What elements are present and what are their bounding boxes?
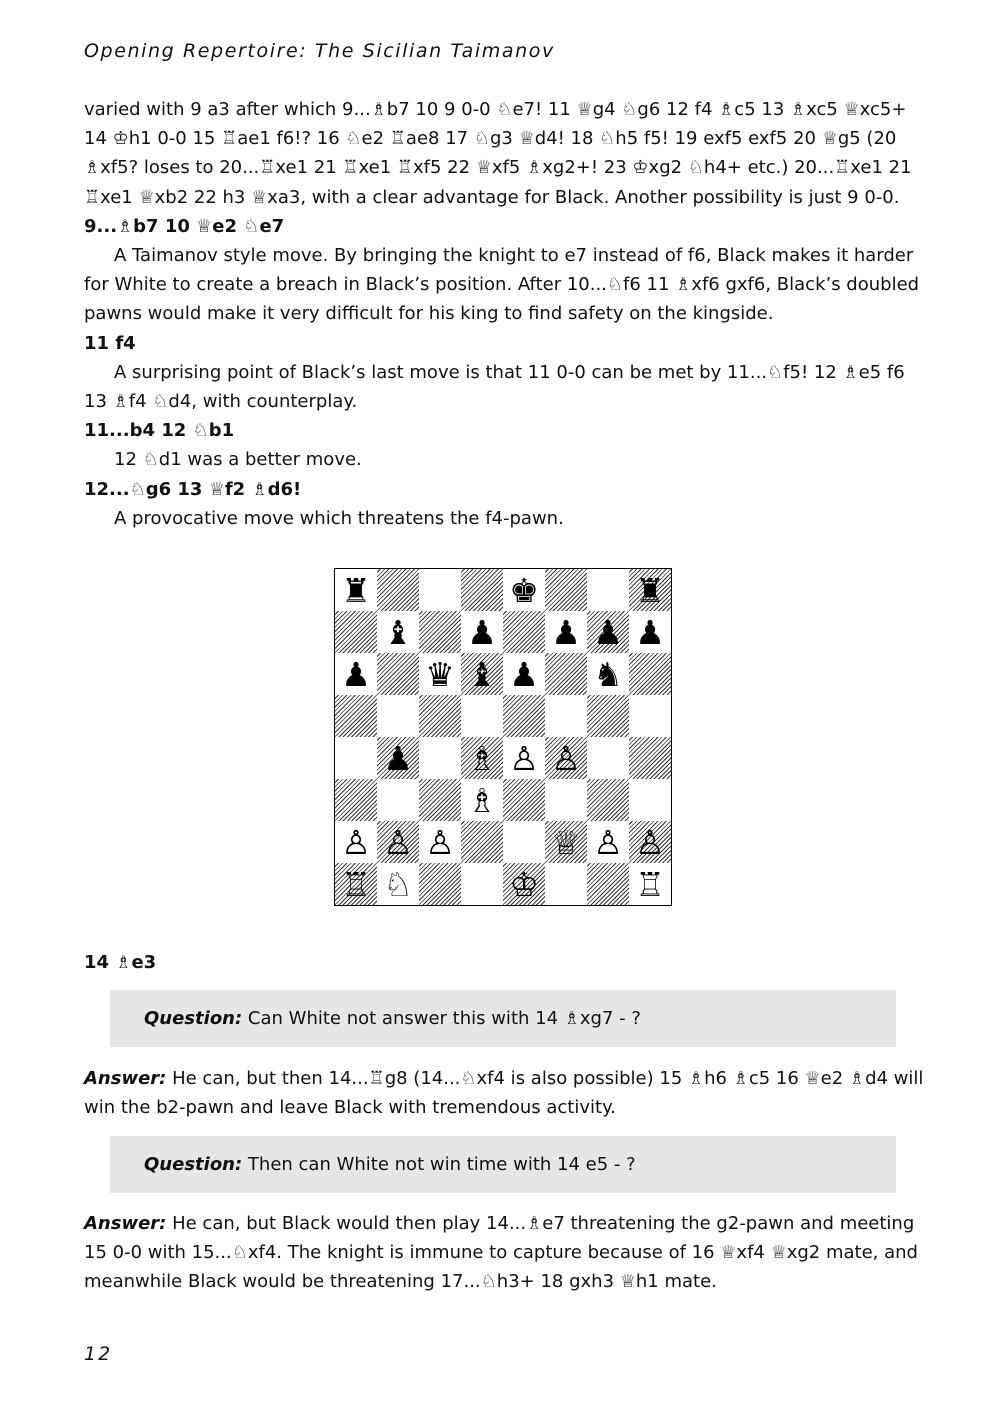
chess-board [334, 568, 672, 906]
white-pawn-icon: ♙ [383, 822, 413, 862]
question-label: Question: [144, 1154, 243, 1175]
black-pawn-icon: ♟ [509, 654, 539, 694]
question-box [110, 1136, 896, 1193]
paragraph: 12 ♘d1 was a better move. [114, 449, 362, 471]
square-b2 [377, 821, 419, 863]
square-c4 [419, 737, 461, 779]
square-c5 [419, 695, 461, 737]
answer-label: Answer: [84, 1213, 167, 1234]
move-heading: 9...♗b7 10 ♕e2 ♘e7 [84, 215, 285, 237]
square-h3 [629, 779, 671, 821]
square-e4 [503, 737, 545, 779]
square-f1 [545, 863, 587, 905]
square-d6 [461, 653, 503, 695]
text-block-top [84, 95, 924, 533]
move-heading: 11...b4 12 ♘b1 [84, 420, 235, 442]
square-a1 [335, 863, 377, 905]
square-a8 [335, 569, 377, 611]
answer-paragraph [84, 1209, 924, 1297]
square-f2 [545, 821, 587, 863]
answer-label: Answer: [84, 1068, 167, 1089]
white-queen-icon: ♕ [551, 822, 581, 862]
black-bishop-icon: ♝ [467, 654, 497, 694]
square-f8 [545, 569, 587, 611]
move-heading: 11 f4 [84, 332, 136, 354]
square-c7 [419, 611, 461, 653]
answer-text: He can, but then 14...♖g8 (14...♘xf4 is also possible) 15 ♗h6 ♗c5 16 ♕e2 ♗d4 will win the b2-pawn and leave Black with tremendous activity. [84, 1068, 924, 1119]
square-f3 [545, 779, 587, 821]
black-pawn-icon: ♟ [467, 612, 497, 652]
square-c6 [419, 653, 461, 695]
square-h1 [629, 863, 671, 905]
white-pawn-icon: ♙ [635, 822, 665, 862]
black-rook-icon: ♜ [635, 570, 665, 610]
square-f6 [545, 653, 587, 695]
square-f4 [545, 737, 587, 779]
square-f7 [545, 611, 587, 653]
square-g6 [587, 653, 629, 695]
square-e1 [503, 863, 545, 905]
square-h5 [629, 695, 671, 737]
square-a2 [335, 821, 377, 863]
square-g7 [587, 611, 629, 653]
paragraph: A Taimanov style move. By bringing the knight to e7 instead of f6, Black makes it harder for White to create a breach in Black’s position. After 10...♘f6 11 ♗xf6 gxf6, Black’s doubled pawns would make it very difficult for his king to find safety on the kingside. [84, 245, 920, 325]
square-a6 [335, 653, 377, 695]
square-b8 [377, 569, 419, 611]
question-label: Question: [144, 1008, 243, 1029]
square-b5 [377, 695, 419, 737]
white-rook-icon: ♖ [341, 864, 371, 904]
white-bishop-icon: ♗ [467, 780, 497, 820]
black-pawn-icon: ♟ [341, 654, 371, 694]
white-pawn-icon: ♙ [341, 822, 371, 862]
square-d1 [461, 863, 503, 905]
square-e3 [503, 779, 545, 821]
black-knight-icon: ♞ [593, 654, 623, 694]
white-king-icon: ♔ [509, 864, 539, 904]
square-e8 [503, 569, 545, 611]
square-d7 [461, 611, 503, 653]
running-head: Opening Repertoire: The Sicilian Taimanov [84, 40, 555, 62]
question-content [110, 990, 896, 1047]
answer-block [84, 1064, 924, 1122]
white-pawn-icon: ♙ [509, 738, 539, 778]
square-d2 [461, 821, 503, 863]
square-c1 [419, 863, 461, 905]
square-h7 [629, 611, 671, 653]
answer-text: He can, but Black would then play 14...♗e7 threatening the g2-pawn and meeting 15 0-0 with 15...♘xf4. The knight is immune to capture because of 16 ♕xf4 ♕xg2 mate, and meanwhile Black would be threatening 17...♘h3+ 18 gxh3 ♕h1 mate. [84, 1213, 918, 1293]
square-g8 [587, 569, 629, 611]
answer-block [84, 1209, 924, 1297]
square-e2 [503, 821, 545, 863]
square-c2 [419, 821, 461, 863]
question-text: Can White not answer this with 14 ♗xg7 - ? [242, 1008, 641, 1029]
square-a3 [335, 779, 377, 821]
square-d5 [461, 695, 503, 737]
paragraph: varied with 9 a3 after which 9...♗b7 10 9 0-0 ♘e7! 11 ♕g4 ♘g6 12 f4 ♗c5 13 ♗xc5 ♕xc5+ 14 ♔h1 0-0 15 ♖ae1 f6!? 16 ♘e2 ♖ae8 17 ♘g3 ♕d4! 18 ♘h5 f5! 19 exf5 exf5 20 ♕g5 (20 ♗xf5? loses to 20...♖xe1 21 ♖xe1 ♖xf5 22 ♕xf5 ♗xg2+! 23 ♔xg2 ♘h4+ etc.) 20...♖xe1 21 ♖xe1 ♕xb2 22 h3 ♕xa3, with a clear advantage for Black. Another possibility is just 9 0-0. [84, 99, 912, 208]
answer-paragraph [84, 1064, 924, 1122]
square-b1 [377, 863, 419, 905]
move-heading: 12...♘g6 13 ♕f2 ♗d6! [84, 478, 302, 500]
square-d8 [461, 569, 503, 611]
black-pawn-icon: ♟ [383, 738, 413, 778]
square-b6 [377, 653, 419, 695]
square-a4 [335, 737, 377, 779]
white-pawn-icon: ♙ [425, 822, 455, 862]
square-c8 [419, 569, 461, 611]
square-c3 [419, 779, 461, 821]
chess-diagram [334, 568, 672, 906]
black-queen-icon: ♛ [425, 654, 455, 694]
question-content [110, 1136, 896, 1193]
question-text: Then can White not win time with 14 e5 - ? [242, 1154, 636, 1175]
square-h4 [629, 737, 671, 779]
square-g1 [587, 863, 629, 905]
square-e5 [503, 695, 545, 737]
paragraph: A surprising point of Black’s last move is that 11 0-0 can be met by 11...♘f5! 12 ♗e5 f6 13 ♗f4 ♘d4, with counterplay. [84, 361, 905, 413]
square-d4 [461, 737, 503, 779]
white-pawn-icon: ♙ [551, 738, 581, 778]
white-rook-icon: ♖ [635, 864, 665, 904]
square-f5 [545, 695, 587, 737]
white-bishop-icon: ♗ [467, 738, 497, 778]
move-heading-block [84, 948, 924, 977]
white-knight-icon: ♘ [383, 864, 413, 904]
square-g4 [587, 737, 629, 779]
square-b7 [377, 611, 419, 653]
black-rook-icon: ♜ [341, 570, 371, 610]
square-e6 [503, 653, 545, 695]
white-pawn-icon: ♙ [593, 822, 623, 862]
move-heading: 14 ♗e3 [84, 952, 157, 973]
black-king-icon: ♚ [509, 570, 539, 610]
black-pawn-icon: ♟ [593, 612, 623, 652]
black-pawn-icon: ♟ [635, 612, 665, 652]
square-h8 [629, 569, 671, 611]
square-e7 [503, 611, 545, 653]
square-b4 [377, 737, 419, 779]
paragraph: A provocative move which threatens the f4-pawn. [114, 507, 564, 529]
square-d3 [461, 779, 503, 821]
question-box [110, 990, 896, 1047]
square-g3 [587, 779, 629, 821]
square-a7 [335, 611, 377, 653]
black-pawn-icon: ♟ [551, 612, 581, 652]
square-g5 [587, 695, 629, 737]
page-number: 12 [84, 1343, 113, 1365]
square-h2 [629, 821, 671, 863]
black-bishop-icon: ♝ [383, 612, 413, 652]
square-b3 [377, 779, 419, 821]
square-g2 [587, 821, 629, 863]
square-h6 [629, 653, 671, 695]
square-a5 [335, 695, 377, 737]
